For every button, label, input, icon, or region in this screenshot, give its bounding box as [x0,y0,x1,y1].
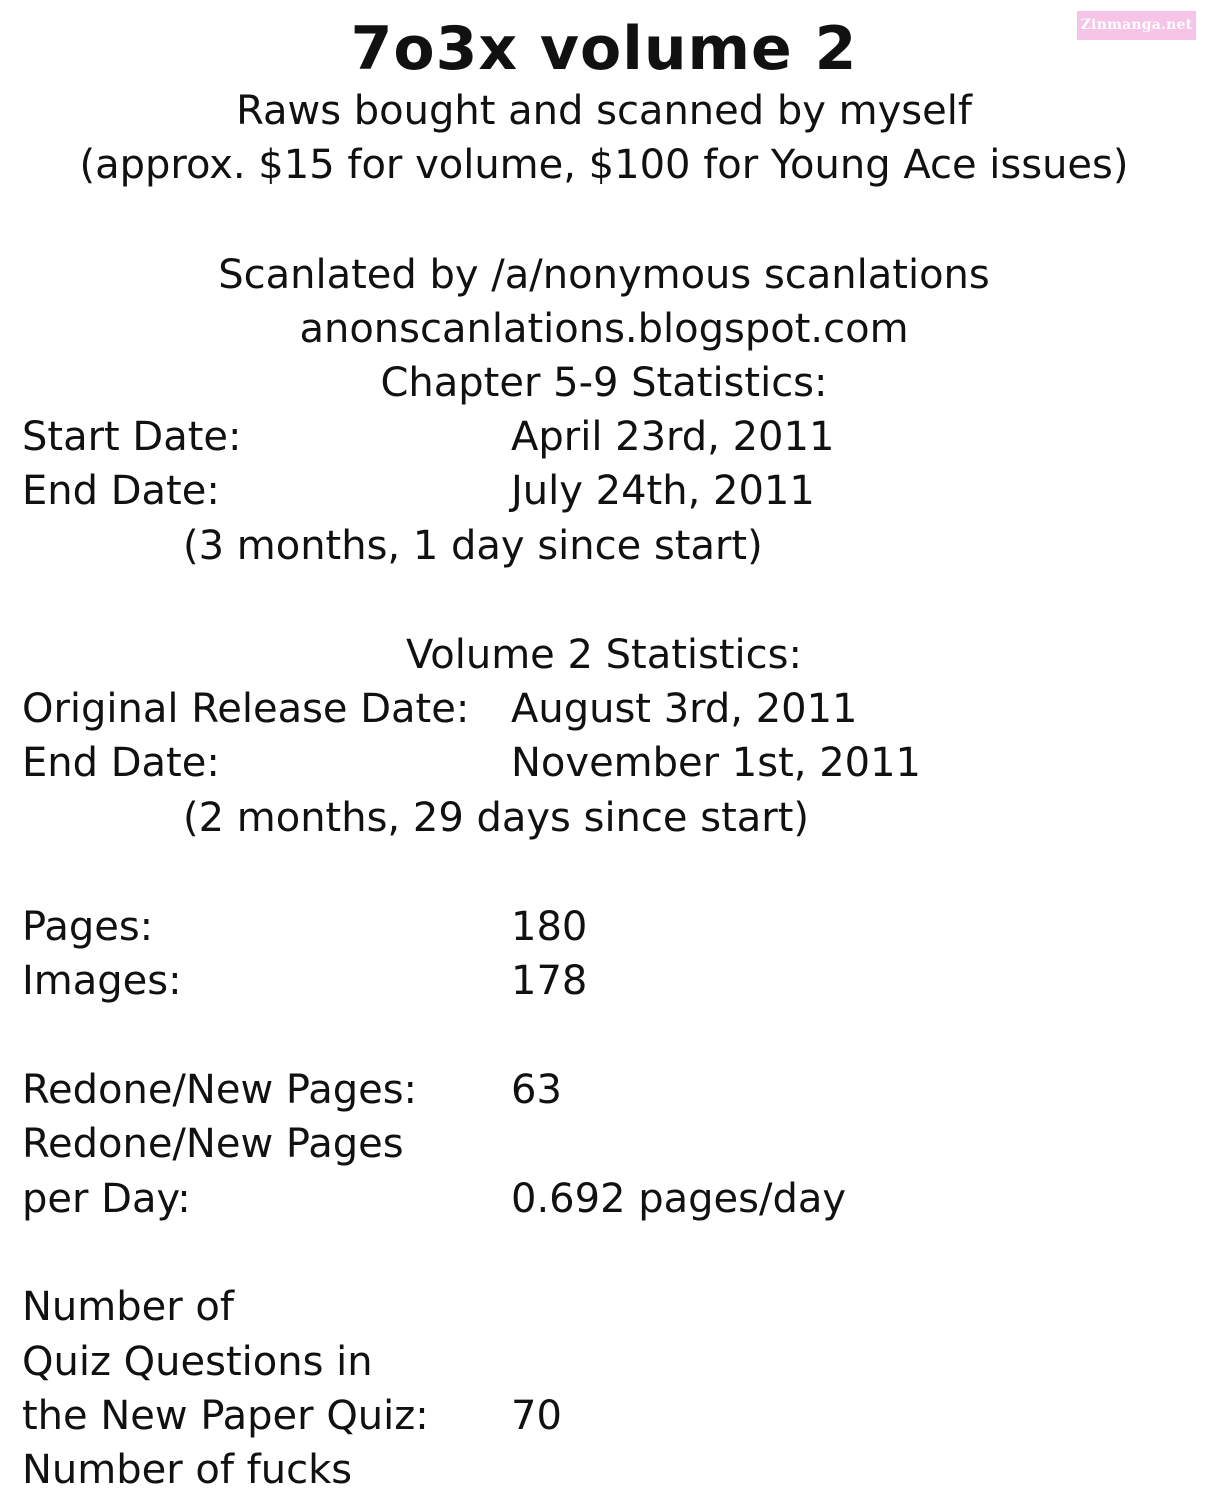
volume-stats-heading: Volume 2 Statistics: [406,632,802,678]
redone-pages-label: Redone/New Pages: [22,1067,418,1113]
per-day-label-line2: per Day: [22,1176,191,1222]
scanlated-by: Scanlated by /a/nonymous scanlations [218,252,990,298]
pages-value: 180 [511,904,588,950]
chapter-stats-heading: Chapter 5-9 Statistics: [380,360,828,406]
redone-pages-value: 63 [511,1067,562,1113]
release-date-value: August 3rd, 2011 [511,686,858,732]
per-day-label-line1: Redone/New Pages [22,1121,404,1167]
volume-duration: (2 months, 29 days since start) [183,795,809,841]
volume-end-date-value: November 1st, 2011 [511,740,921,786]
start-date-value: April 23rd, 2011 [511,414,835,460]
volume-end-date-label: End Date: [22,740,220,786]
website-address: anonscanlations.blogspot.com [299,306,909,352]
quiz-label-line1: Number of [22,1284,234,1330]
end-date-value: July 24th, 2011 [511,468,815,514]
release-date-label: Original Release Date: [22,686,470,732]
images-value: 178 [511,958,588,1004]
chapter-duration: (3 months, 1 day since start) [183,523,763,569]
start-date-label: Start Date: [22,414,242,460]
fucks-label: Number of fucks [22,1447,353,1493]
subtitle-raws: Raws bought and scanned by myself [236,88,972,134]
per-day-value: 0.692 pages/day [511,1176,847,1222]
images-label: Images: [22,958,182,1004]
watermark-badge[interactable]: Zinmanga.net [1077,11,1196,40]
quiz-label-line3: the New Paper Quiz: [22,1393,429,1439]
pages-label: Pages: [22,904,154,950]
quiz-value: 70 [511,1393,562,1439]
subtitle-cost: (approx. $15 for volume, $100 for Young Ace issues) [79,142,1129,188]
quiz-label-line2: Quiz Questions in [22,1339,373,1385]
end-date-label: End Date: [22,468,220,514]
page-title: 7o3x volume 2 [350,14,858,84]
